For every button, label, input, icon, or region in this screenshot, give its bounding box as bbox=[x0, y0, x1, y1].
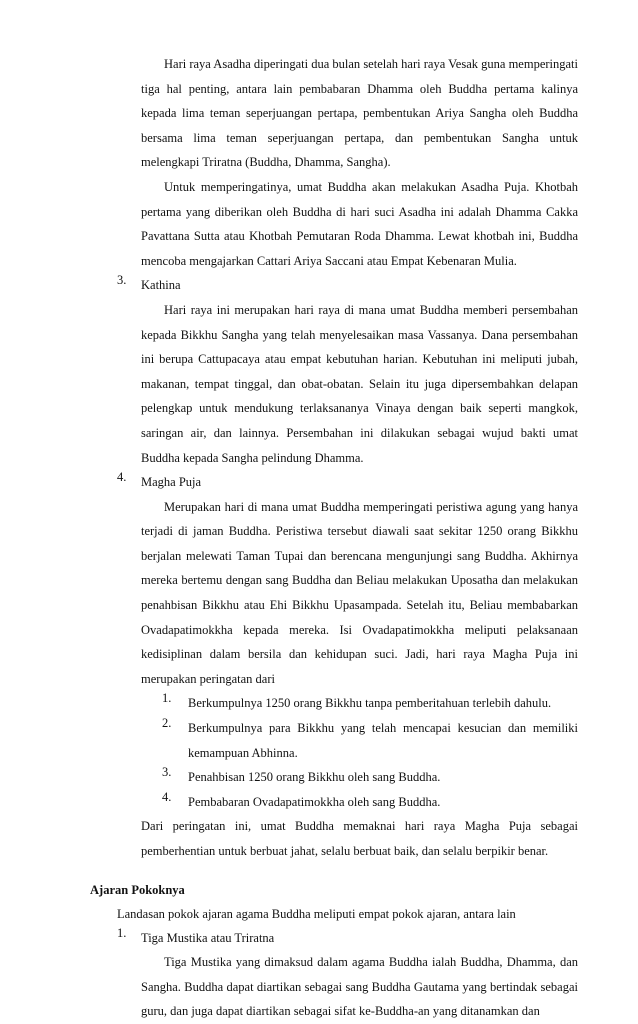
sub-list-item bbox=[162, 716, 578, 765]
paragraph-kathina: Hari raya ini merupakan hari raya di mana umat Buddha memberi persembahan kepada Bikkhu Sangha yang telah menyelesaikan masa Vassanya. Dana persembahan ini berupa Cattupacaya atau empat kebutuhan harian. Kebutuhan ini meliputi jubah, makanan, tempat tinggal, dan obat-obatan. Selain itu juga dipersembahkan delapan pelengkap untuk mendukung terlaksananya Vinaya dengan baik seperti mangkok, saringan air, dan lainnya. Persembahan ini dilakukan sebagai wujud bakti umat Buddha kepada Sangha pelindung Dhamma. bbox=[141, 302, 578, 465]
sub-list-item bbox=[162, 765, 578, 790]
list-item-title: Tiga Mustika atau Triratna bbox=[141, 930, 275, 945]
sub-list-text: Penahbisan 1250 orang Bikkhu oleh sang Buddha. bbox=[188, 770, 441, 785]
list-item-kathina bbox=[117, 273, 578, 470]
list-item-tiga-mustika bbox=[117, 925, 578, 1024]
list-item-title: Kathina bbox=[141, 278, 181, 293]
sub-list-text: Berkumpulnya 1250 orang Bikkhu tanpa pemberitahuan terlebih dahulu. bbox=[188, 696, 552, 711]
list-number: 4. bbox=[117, 470, 127, 485]
section-lead-paragraph: Landasan pokok ajaran agama Buddha meliputi empat pokok ajaran, antara lain bbox=[117, 906, 516, 921]
sub-list-number: 1. bbox=[162, 691, 172, 706]
section-heading: Ajaran Pokoknya bbox=[90, 882, 185, 897]
sub-list-text: Pembabaran Ovadapatimokkha oleh sang Buddha. bbox=[188, 794, 441, 809]
paragraph-asadha-intro: Hari raya Asadha diperingati dua bulan setelah hari raya Vesak guna memperingati tiga hal penting, antara lain pembabaran Dhamma oleh Buddha pertama kalinya kepada lima teman seperjuangan pertapa, pembentukan Ariya Sangha oleh Buddha bersama lima teman seperjuangan pertapa, dan pembentukan Sangha untuk melengkapi Triratna (Buddha, Dhamma, Sangha). bbox=[141, 57, 578, 170]
sub-list-item bbox=[162, 789, 578, 815]
list-item-title: Magha Puja bbox=[141, 475, 202, 490]
paragraph-magha-puja: Merupakan hari di mana umat Buddha memperingati peristiwa agung yang hanya terjadi di jaman Buddha. Peristiwa tersebut diawali saat sekitar 1250 orang Bikkhu berjalan melewati Taman Tupai dan berencana mengunjungi sang Buddha. Akhirnya mereka bertemu dengan sang Buddha dan Beliau melakukan Uposatha dan melakukan penahbisan Bikkhu atau Ehi Bikkhu Upasampada. Setelah itu, Beliau membabarkan Ovadapatimokkha kepada mereka. Isi Ovadapatimokkha meliputi pelaksanaan kedisiplinan dalam bersila dan kehidupan suci. Jadi, hari raya Magha Puja ini merupakan peringatan dari bbox=[141, 499, 578, 686]
sub-list-item bbox=[162, 691, 578, 716]
sub-list-text: Berkumpulnya para Bikkhu yang telah mencapai kesucian dan memiliki kemampuan Abhinna. bbox=[188, 721, 578, 760]
list-item-magha-puja bbox=[117, 470, 578, 691]
paragraph-magha-closing: Dari peringatan ini, umat Buddha memaknai hari raya Magha Puja sebagai pemberhentian untuk berbuat jahat, selalu berbuat baik, dan selalu berpikir benar. bbox=[141, 819, 578, 858]
list-number: 3. bbox=[117, 273, 127, 288]
sub-list-number: 2. bbox=[162, 716, 172, 731]
paragraph-asadha-puja: Untuk memperingatinya, umat Buddha akan melakukan Asadha Puja. Khotbah pertama yang diberikan oleh Buddha di hari suci Asadha ini adalah Dhamma Cakka Pavattana Sutta atau Khotbah Pemutaran Roda Dhamma. Lewat khotbah ini, Buddha mencoba mengajarkan Cattari Ariya Saccani atau Empat Kebenaran Mulia. bbox=[141, 179, 578, 268]
sub-list-number: 4. bbox=[162, 789, 172, 804]
paragraph-tiga-mustika: Tiga Mustika yang dimaksud dalam agama Buddha ialah Buddha, Dhamma, dan Sangha. Buddha dapat diartikan sebagai sang Buddha Gautama yang bertindak sebagai guru, dan juga dapat diartikan sebagai sifat ke-Buddha-an yang ditanamkan dan bbox=[141, 955, 578, 1019]
list-number: 1. bbox=[117, 925, 127, 940]
sub-list-number: 3. bbox=[162, 765, 172, 780]
